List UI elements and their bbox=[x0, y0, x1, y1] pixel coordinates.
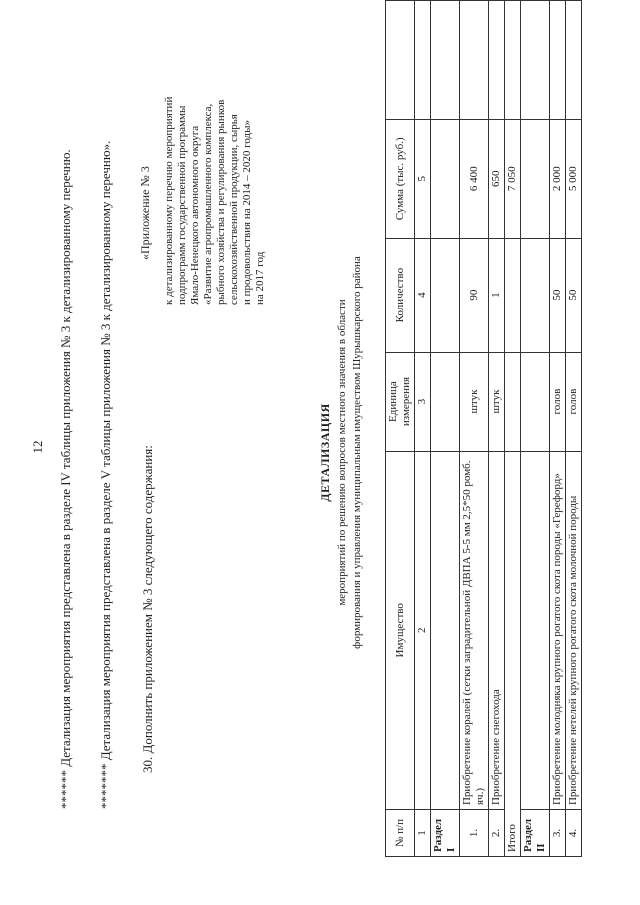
row-quantity: 90 bbox=[460, 238, 489, 352]
row-sum: 2 000 bbox=[550, 119, 566, 238]
row-unit: голов bbox=[566, 352, 582, 451]
row-item: Приобретение коралей (сетки заградительной ДВПА 5-5 мм 2,5*50 ромб. яч.) bbox=[460, 451, 489, 810]
total-label: Итого bbox=[505, 451, 521, 856]
table-cell-empty bbox=[521, 451, 550, 810]
table-cell-empty bbox=[550, 1, 566, 120]
section-title: Раздел II bbox=[521, 810, 550, 857]
footnote-7: ******* Детализация мероприятия представлена в разделе V таблицы приложения № 3 к детализированному перечню». bbox=[98, 140, 113, 809]
detalization-subtitle-1: мероприятий по решению вопросов местного значения в области bbox=[336, 299, 348, 606]
table-row bbox=[460, 1, 489, 857]
table-cell-empty bbox=[489, 1, 505, 120]
section-row bbox=[521, 1, 550, 857]
column-number: 4 bbox=[415, 238, 431, 352]
table-row bbox=[489, 1, 505, 857]
section-row bbox=[431, 1, 460, 857]
header-property: Имущество bbox=[386, 451, 415, 810]
row-unit: штук bbox=[460, 352, 489, 451]
page-number: 12 bbox=[30, 440, 45, 454]
row-item: Приобретение молодняка крупного рогатого скота породы «Герефорд» bbox=[550, 451, 566, 810]
column-number: 1 bbox=[415, 810, 431, 857]
row-quantity: 1 bbox=[489, 238, 505, 352]
table-cell-empty bbox=[415, 1, 431, 120]
row-item: Приобретение нетелей крупного рогатого скота молочной породы bbox=[566, 451, 582, 810]
table-cell-empty bbox=[505, 352, 521, 451]
footnote-6: ****** Детализация мероприятия представлена в разделе IV таблицы приложения № 3 к детализированному перечню. bbox=[58, 149, 73, 809]
row-item: Приобретение снегохода bbox=[489, 451, 505, 810]
total-sum: 7 050 bbox=[505, 119, 521, 238]
table-numbers-row bbox=[415, 1, 431, 857]
table-cell-empty bbox=[505, 238, 521, 352]
appendix-line: к детализированному перечню мероприятий bbox=[163, 96, 175, 305]
section-title: Раздел I bbox=[431, 810, 460, 857]
appendix-reference bbox=[163, 5, 267, 305]
amendment-paragraph: 30. Дополнить приложением № 3 следующего содержания: bbox=[140, 445, 155, 773]
column-number: 3 bbox=[415, 352, 431, 451]
header-unit: Единица измерения bbox=[386, 352, 415, 451]
table-cell-empty bbox=[521, 1, 550, 120]
table-cell-empty bbox=[521, 352, 550, 451]
appendix-title: «Приложение № 3 bbox=[138, 166, 152, 260]
table-row bbox=[566, 1, 582, 857]
row-sum: 5 000 bbox=[566, 119, 582, 238]
header-number: № п/п bbox=[386, 810, 415, 857]
row-number: 4. bbox=[566, 810, 582, 857]
appendix-line: рыбного хозяйства и регулирования рынков bbox=[215, 99, 227, 305]
appendix-line: сельскохозяйственной продукции, сырья bbox=[228, 114, 240, 305]
row-number: 2. bbox=[489, 810, 505, 857]
table-cell-empty bbox=[431, 119, 460, 238]
detalization-table bbox=[385, 0, 582, 857]
row-unit: голов bbox=[550, 352, 566, 451]
appendix-line: и продовольствия на 2014 – 2020 годы» bbox=[241, 119, 253, 305]
appendix-line: подпрограмм государственной программы bbox=[176, 105, 188, 305]
row-number: 3. bbox=[550, 810, 566, 857]
header-sum: Сумма (тыс. руб.) bbox=[386, 119, 415, 238]
column-number: 5 bbox=[415, 119, 431, 238]
row-quantity: 50 bbox=[550, 238, 566, 352]
detalization-title: ДЕТАЛИЗАЦИЯ bbox=[318, 403, 332, 502]
table-cell-empty bbox=[431, 352, 460, 451]
row-sum: 650 bbox=[489, 119, 505, 238]
table-cell-empty bbox=[431, 1, 460, 120]
column-number: 2 bbox=[415, 451, 431, 810]
table-cell-empty bbox=[566, 1, 582, 120]
appendix-line: Ямало-Ненецкого автономного округа bbox=[189, 125, 201, 305]
table-row bbox=[550, 1, 566, 857]
table-cell-empty bbox=[460, 1, 489, 120]
header-quantity: Количество bbox=[386, 238, 415, 352]
row-quantity: 50 bbox=[566, 238, 582, 352]
table-cell-empty bbox=[521, 238, 550, 352]
table-cell-empty bbox=[431, 238, 460, 352]
table-cell-empty bbox=[521, 119, 550, 238]
appendix-line: на 2017 год bbox=[254, 251, 266, 305]
table-header-row bbox=[386, 1, 415, 857]
row-number: 1. bbox=[460, 810, 489, 857]
table-cell-empty bbox=[505, 1, 521, 120]
row-sum: 6 400 bbox=[460, 119, 489, 238]
row-unit: штук bbox=[489, 352, 505, 451]
detalization-subtitle-2: формирования и управления муниципальным имуществом Шурышкарского района bbox=[351, 256, 363, 649]
table-cell-empty bbox=[386, 1, 415, 120]
appendix-line: «Развитие агропромышленного комплекса, bbox=[202, 103, 214, 305]
table-cell-empty bbox=[431, 451, 460, 810]
total-row bbox=[505, 1, 521, 857]
